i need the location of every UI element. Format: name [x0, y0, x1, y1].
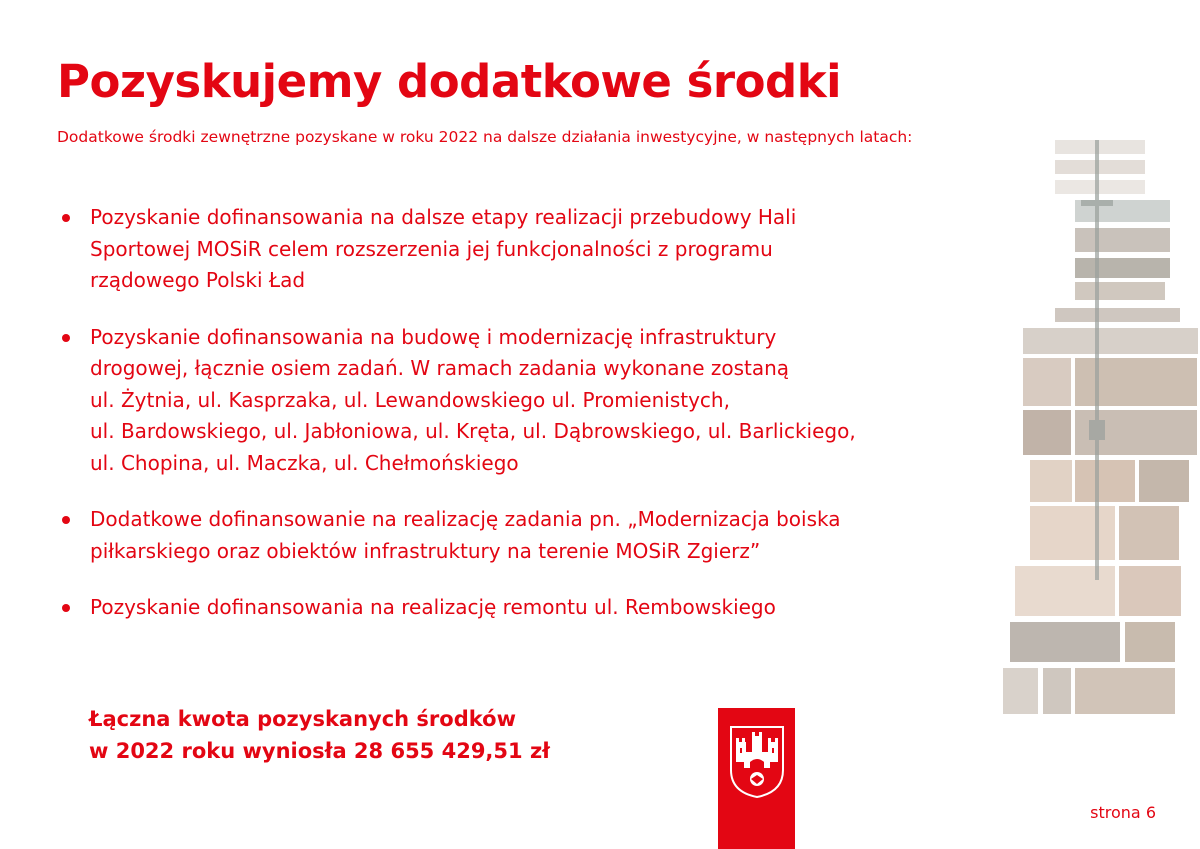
bullet-line: Sportowej MOSiR celem rozszerzenia jej funkcjonalności z programu: [90, 236, 773, 261]
bullet-line: ul. Chopina, ul. Maczka, ul. Chełmońskiego: [90, 450, 519, 475]
street-photo-mosaic: [995, 120, 1200, 730]
bullet-line: Pozyskanie dofinansowania na budowę i modernizację infrastruktury: [90, 324, 777, 349]
city-crest-icon: [730, 726, 784, 798]
bullet-dot-icon: [62, 516, 70, 524]
total-line-1: Łączna kwota pozyskanych środków: [89, 707, 516, 731]
bullet-dot-icon: [62, 214, 70, 222]
bullet-line: Pozyskanie dofinansowania na realizację remontu ul. Rembowskiego: [90, 595, 776, 619]
bullet-line: Pozyskanie dofinansowania na dalsze etapy realizacji przebudowy Hali: [90, 205, 797, 229]
bullet-item: [60, 322, 960, 480]
total-amount: [89, 703, 550, 767]
bullet-line: Dodatkowe dofinansowanie na realizację zadania pn. „Modernizacja boiska: [90, 507, 841, 531]
bullet-list: [60, 202, 960, 624]
bullet-line: piłkarskiego oraz obiektów infrastruktury na terenie MOSiR Zgierz”: [90, 538, 761, 563]
bullet-dot-icon: [62, 334, 70, 342]
bullet-line: drogowej, łącznie osiem zadań. W ramach zadania wykonane zostaną: [90, 356, 790, 380]
bullet-item: [60, 592, 960, 624]
bullet-item: [60, 202, 960, 297]
bullet-dot-icon: [62, 604, 70, 612]
crest-band: [718, 708, 795, 849]
bullet-line: rządowego Polski Ład: [90, 268, 306, 292]
page-subtitle: Dodatkowe środki zewnętrzne pozyskane w roku 2022 na dalsze działania inwestycyjne, w następnych latach:: [57, 128, 913, 146]
bullet-line: ul. Bardowskiego, ul. Jabłoniowa, ul. Kręta, ul. Dąbrowskiego, ul. Barlickiego,: [90, 419, 856, 443]
bullet-line: ul. Żytnia, ul. Kasprzaka, ul. Lewandowskiego ul. Promienistych,: [90, 387, 730, 412]
page-title: Pozyskujemy dodatkowe środki: [57, 55, 842, 108]
bullet-item: [60, 504, 960, 567]
page-number: strona 6: [1090, 803, 1156, 822]
total-line-2: w 2022 roku wyniosła 28 655 429,51 zł: [89, 739, 550, 763]
